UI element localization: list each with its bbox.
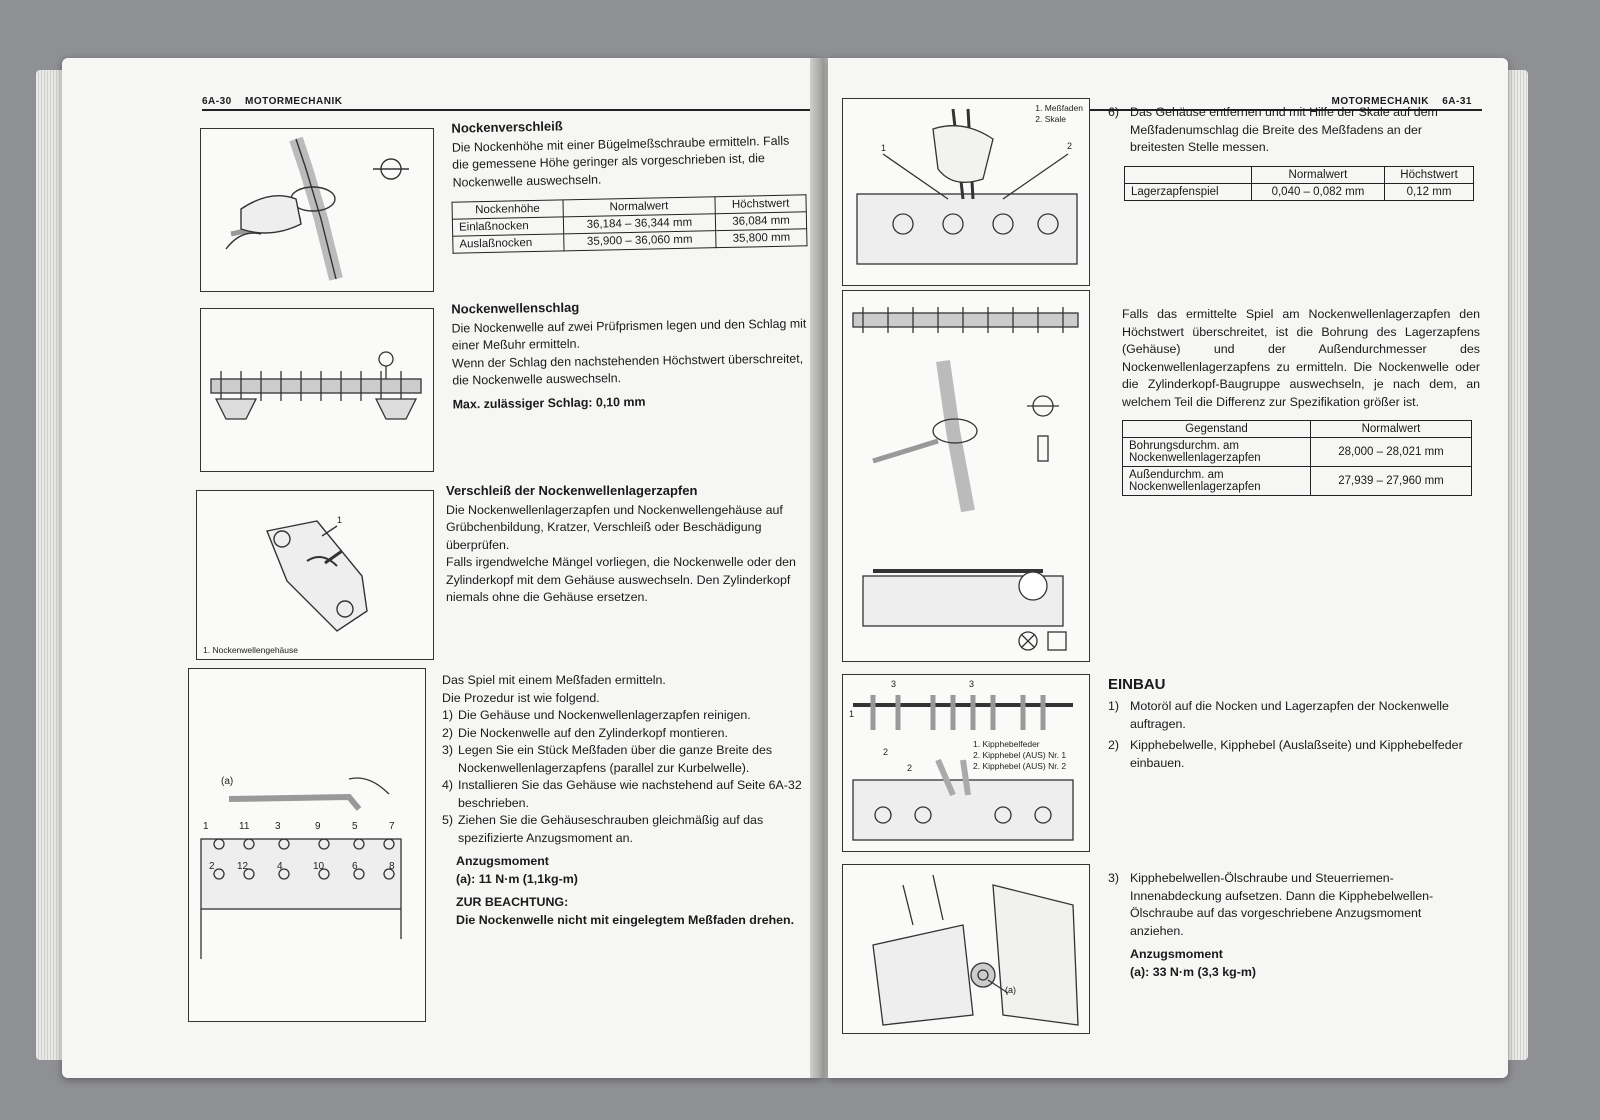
table-cell: 28,000 – 28,021 mm <box>1311 438 1472 467</box>
einbau-heading: EINBAU <box>1108 676 1166 693</box>
oil-bolt-torque-value: (a): 33 N·m (3,3 kg-m) <box>1130 964 1256 979</box>
clearance-section <box>442 672 808 929</box>
journal-clearance-table <box>1124 166 1474 201</box>
table-cell <box>1125 167 1252 184</box>
bolt-label-2: 2 <box>209 861 215 872</box>
bolt-label-a: (a) <box>221 776 234 787</box>
table-cell: Bohrungsdurchm. am Nockenwellenlagerzapfen <box>1123 438 1311 467</box>
clearance-torque-value: (a): 11 N·m (1,1kg-m) <box>456 871 578 886</box>
journal-wear-text-2: Falls irgendwelche Mängel vorliegen, die Nockenwelle oder den Zylinderkopf mit dem Gehäuse auswechseln. Den Zylinderkopf niemals ohne die Gehäuse ersetzen. <box>446 555 796 604</box>
list-text: Motoröl auf die Nocken und Lagerzapfen der Nockenwelle auftragen. <box>1130 699 1449 731</box>
journal-measure-drawing <box>843 291 1089 661</box>
table-cell: Gegenstand <box>1123 421 1311 438</box>
bolt-label-9: 9 <box>315 821 321 832</box>
note-text: Die Nockenwelle nicht mit eingelegtem Meßfaden drehen. <box>456 912 795 927</box>
table-row <box>1125 184 1474 201</box>
right-page-number: 6A-31 <box>1442 96 1472 107</box>
rocker-legend <box>973 739 1066 772</box>
bolt-label-4: 4 <box>277 861 283 872</box>
cylinder-head-bolts-figure <box>188 668 426 1022</box>
table-cell: 35,900 – 36,060 mm <box>563 231 716 251</box>
bolt-label-7: 7 <box>389 821 395 832</box>
table-cell: 0,12 mm <box>1385 184 1474 201</box>
table-cell: Höchstwert <box>1385 167 1474 184</box>
list-item <box>442 777 808 812</box>
list-number: 3) <box>1108 871 1120 885</box>
cam-micrometer-drawing <box>201 129 433 291</box>
legend-item: 2. Kipphebel (AUS) Nr. 2 <box>973 761 1067 771</box>
list-item <box>1108 104 1478 157</box>
table-cell: Nockenhöhe <box>452 200 563 219</box>
table-cell: Lagerzapfenspiel <box>1125 184 1252 201</box>
exceed-text: Falls das ermittelte Spiel am Nockenwellenlagerzapfen den Höchstwert überschreitet, ist die Bohrung des Lagerzapfens (Gehäuse) und der Außendurchmesser des Nockenwellenlagerzapfens zu ermitteln. Die Nockenwelle oder die Zylinderkopf-Baugruppe auswechseln, je nach dem, an welchem Teil die Differenz zur Spezifikation größer ist. <box>1122 307 1480 409</box>
left-page-title: MOTORMECHANIK <box>245 96 343 107</box>
table-cell: Einlaßnocken <box>452 217 563 236</box>
bolt-label-1: 1 <box>203 821 209 832</box>
rocker-label-1: 1 <box>849 709 855 719</box>
bolt-label-6: 6 <box>352 861 358 872</box>
table-cell: Auslaßnocken <box>453 234 564 253</box>
legend-item: 1. Kipphebelfeder <box>973 739 1040 749</box>
right-page-title: MOTORMECHANIK <box>1331 96 1429 107</box>
bolt-label-3: 3 <box>275 821 281 832</box>
list-text: Die Gehäuse und Nockenwellenlagerzapfen reinigen. <box>458 708 751 722</box>
plastigage-figure <box>842 98 1090 286</box>
table-cell: Normalwert <box>563 197 716 217</box>
open-manual <box>36 40 1532 1100</box>
list-text: Die Nockenwelle auf den Zylinderkopf montieren. <box>458 725 728 740</box>
cam-height-table <box>451 194 807 253</box>
einbau-steps <box>1108 698 1478 772</box>
housing-label-1: 1 <box>337 515 343 525</box>
clearance-intro-2: Die Prozedur ist wie folgend. <box>442 690 600 705</box>
list-text: Kipphebelwellen-Ölschraube und Steuerriemen-Innenabdeckung aufsetzen. Dann die Kipphebelwellen-Ölschraube auf das vorgeschriebene Anzugsmoment anziehen. <box>1130 871 1434 938</box>
left-page-header <box>202 96 812 111</box>
list-item <box>1108 698 1478 733</box>
camshaft-housing-drawing <box>197 491 433 659</box>
table-cell: 27,939 – 27,960 mm <box>1311 467 1472 496</box>
list-item <box>442 812 808 847</box>
table-header-row <box>1125 167 1474 184</box>
exceed-section <box>1122 306 1480 411</box>
table-header-row <box>1123 421 1472 438</box>
bolt-label-11: 11 <box>239 821 250 832</box>
journal-wear-section <box>446 482 808 607</box>
runout-text-1: Die Nockenwelle auf zwei Prüfprismen legen und den Schlag mit einer Meßuhr ermitteln. <box>451 316 807 353</box>
table-cell: 35,800 mm <box>716 229 807 248</box>
table-cell: 36,084 mm <box>715 212 806 231</box>
oil-bolt-section <box>1108 870 1478 981</box>
cam-wear-text: Die Nockenhöhe mit einer Bügelmeßschraube ermitteln. Falls die gemessene Höhe geringer als vorgeschrieben ist, die Nockenwelle auswechseln. <box>451 133 790 190</box>
step6-section <box>1108 104 1478 157</box>
runout-title: Nockenwellenschlag <box>451 299 580 317</box>
list-item <box>442 725 808 743</box>
rocker-label-3b: 3 <box>969 679 975 689</box>
list-number: 3) <box>442 743 454 757</box>
journal-wear-text-1: Die Nockenwellenlagerzapfen und Nockenwellengehäuse auf Grübchenbildung, Kratzer, Verschleiß oder Beschädigung überprüfen. <box>446 502 783 552</box>
list-number: 4) <box>442 778 454 792</box>
list-text: Das Gehäuse entfernen und mit Hilfe der Skale auf dem Meßfadenumschlag die Breite des Meßfadens an der breitesten Stelle messen. <box>1130 105 1438 154</box>
plastigage-drawing <box>843 99 1089 285</box>
oil-bolt-label-a: (a) <box>1005 985 1016 995</box>
right-page <box>828 58 1508 1078</box>
cam-wear-title: Nockenverschleiß <box>451 118 563 136</box>
list-number: 6) <box>1108 105 1120 119</box>
bolt-label-12: 12 <box>237 861 249 872</box>
table-cell: Außendurchm. am Nockenwellenlagerzapfen <box>1123 467 1311 496</box>
oil-bolt-figure <box>842 864 1090 1034</box>
journal-measure-figure <box>842 290 1090 662</box>
plastigage-label-1: 1 <box>881 143 887 153</box>
list-number: 1) <box>442 708 454 722</box>
housing-caption: 1. Nockenwellengehäuse <box>203 645 298 655</box>
runout-section <box>451 296 808 414</box>
oil-bolt-torque-label: Anzugsmoment <box>1130 947 1223 961</box>
table-row <box>1123 467 1472 496</box>
list-item <box>442 707 808 725</box>
cylinder-head-bolts-drawing <box>189 669 425 1021</box>
rocker-arm-figure <box>842 674 1090 852</box>
list-item <box>442 742 808 777</box>
list-number: 1) <box>1108 699 1120 713</box>
note-label: ZUR BEACHTUNG: <box>456 895 569 909</box>
journal-diameter-table <box>1122 420 1472 496</box>
clearance-intro-1: Das Spiel mit einem Meßfaden ermitteln. <box>442 673 666 687</box>
table-cell: Höchstwert <box>715 195 806 214</box>
left-page-number: 6A-30 <box>202 96 232 107</box>
rocker-label-2a: 2 <box>883 747 889 757</box>
oil-bolt-drawing <box>843 865 1089 1033</box>
list-number: 5) <box>442 813 454 827</box>
plastigage-legend <box>1035 103 1083 125</box>
list-text: Legen Sie ein Stück Meßfaden über die ganze Breite des Nockenwellenlagerzapfens (parallel zur Kurbelwelle). <box>458 743 773 775</box>
list-text: Kipphebelwelle, Kipphebel (Auslaßseite) und Kipphebelfeder einbauen. <box>1130 738 1463 770</box>
list-number: 2) <box>442 725 454 740</box>
bolt-label-8: 8 <box>389 861 395 872</box>
table-row <box>1123 438 1472 467</box>
runout-text-2: Wenn der Schlag den nachstehenden Höchstwert überschreitet, die Nockenwelle auswechseln. <box>452 351 804 388</box>
runout-limit: Max. zulässiger Schlag: 0,10 mm <box>452 394 646 411</box>
rocker-label-2b: 2 <box>907 763 913 773</box>
clearance-torque-label: Anzugsmoment <box>456 854 549 868</box>
legend-item: 2. Kipphebel (AUS) Nr. 1 <box>973 750 1067 760</box>
list-number: 2) <box>1108 738 1120 752</box>
journal-wear-title: Verschleiß der Nockenwellenlagerzapfen <box>446 483 698 498</box>
table-cell: 0,040 – 0,082 mm <box>1251 184 1384 201</box>
list-item <box>1108 870 1478 940</box>
cam-micrometer-figure <box>200 128 434 292</box>
camshaft-vblock-figure <box>200 308 434 472</box>
legend-item: 1. Meßfaden <box>1035 103 1083 113</box>
camshaft-housing-figure <box>196 490 434 660</box>
table-cell: Normalwert <box>1251 167 1384 184</box>
bolt-label-5: 5 <box>352 821 358 832</box>
left-page <box>62 58 822 1078</box>
bolt-label-10: 10 <box>313 861 325 872</box>
plastigage-label-2: 2 <box>1067 141 1073 151</box>
camshaft-vblock-drawing <box>201 309 433 471</box>
list-text: Ziehen Sie die Gehäuseschrauben gleichmäßig auf das spezifizierte Anzugsmoment an. <box>458 813 764 845</box>
cam-wear-section <box>451 112 807 191</box>
table-cell: 36,184 – 36,344 mm <box>563 214 716 234</box>
table-cell: Normalwert <box>1311 421 1472 438</box>
list-text: Installieren Sie das Gehäuse wie nachstehend auf Seite 6A-32 beschrieben. <box>458 778 802 810</box>
list-item <box>1108 737 1478 772</box>
legend-item: 2. Skale <box>1035 114 1066 124</box>
rocker-label-3a: 3 <box>891 679 897 689</box>
